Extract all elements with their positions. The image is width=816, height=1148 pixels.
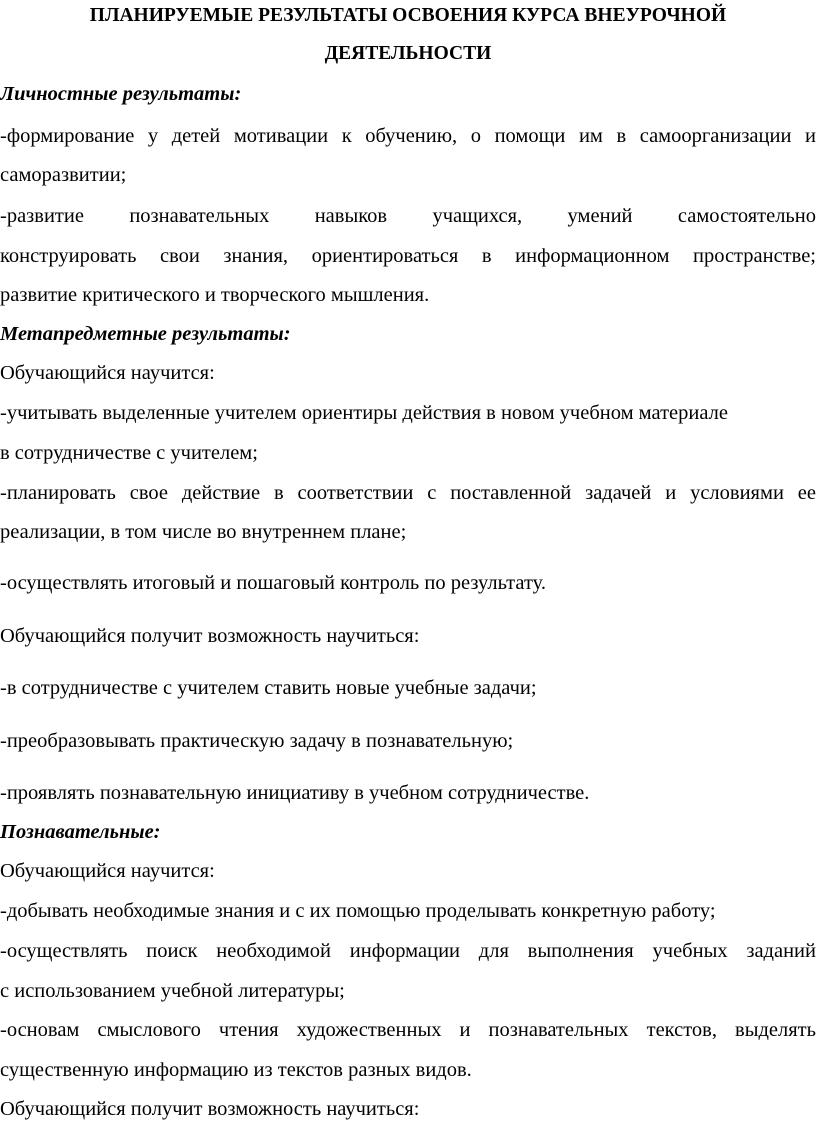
cognitive-line-3: с использованием учебной литературы; <box>0 980 345 1002</box>
cognitive-results-heading: Познавательные: <box>0 821 161 843</box>
personal-line-4: конструировать свои знания, ориентироваться в информационном пространстве; <box>0 245 816 267</box>
personal-line-2: саморазвитии; <box>0 164 127 186</box>
cognitive-line-1: -добывать необходимые знания и с их помощью проделывать конкретную работу; <box>0 900 716 922</box>
meta-line-4: реализации, в том числе во внутреннем плане; <box>0 521 407 543</box>
meta-will-learn-label: Обучающийся научится: <box>0 362 215 384</box>
meta-opportunity-line-3: -проявлять познавательную инициативу в учебном сотрудничестве. <box>0 782 590 804</box>
cognitive-will-learn-label: Обучающийся научится: <box>0 860 215 882</box>
meta-line-3: -планировать свое действие в соответствии с поставленной задачей и условиями ее <box>0 482 816 504</box>
cognitive-line-2: -осуществлять поиск необходимой информации для выполнения учебных заданий <box>0 940 816 962</box>
personal-line-3: -развитие познавательных навыков учащихся, умений самостоятельно <box>0 205 816 227</box>
personal-results-heading: Личностные результаты: <box>0 83 242 105</box>
meta-line-1: -учитывать выделенные учителем ориентиры действия в новом учебном материале <box>0 402 728 424</box>
meta-results-heading: Метапредметные результаты: <box>0 323 291 345</box>
meta-opportunity-label: Обучающийся получит возможность научиться: <box>0 625 420 647</box>
cognitive-line-5: существенную информацию из текстов разных видов. <box>0 1059 472 1081</box>
meta-opportunity-line-1: -в сотрудничестве с учителем ставить новые учебные задачи; <box>0 677 537 699</box>
meta-line-2: в сотрудничестве с учителем; <box>0 442 258 464</box>
meta-line-5: -осуществлять итоговый и пошаговый контроль по результату. <box>0 572 546 594</box>
document-title-line-2: ДЕЯТЕЛЬНОСТИ <box>324 43 492 64</box>
cognitive-opportunity-label: Обучающийся получит возможность научиться: <box>0 1098 420 1120</box>
personal-line-1: -формирование у детей мотивации к обучению, о помощи им в самоорганизации и <box>0 125 816 147</box>
document-title-line-1: ПЛАНИРУЕМЫЕ РЕЗУЛЬТАТЫ ОСВОЕНИЯ КУРСА ВНЕУРОЧНОЙ <box>89 5 727 26</box>
cognitive-line-4: -основам смыслового чтения художественных и познавательных текстов, выделять <box>0 1019 816 1041</box>
personal-line-5: развитие критического и творческого мышления. <box>0 284 430 306</box>
meta-opportunity-line-2: -преобразовывать практическую задачу в познавательную; <box>0 730 514 752</box>
